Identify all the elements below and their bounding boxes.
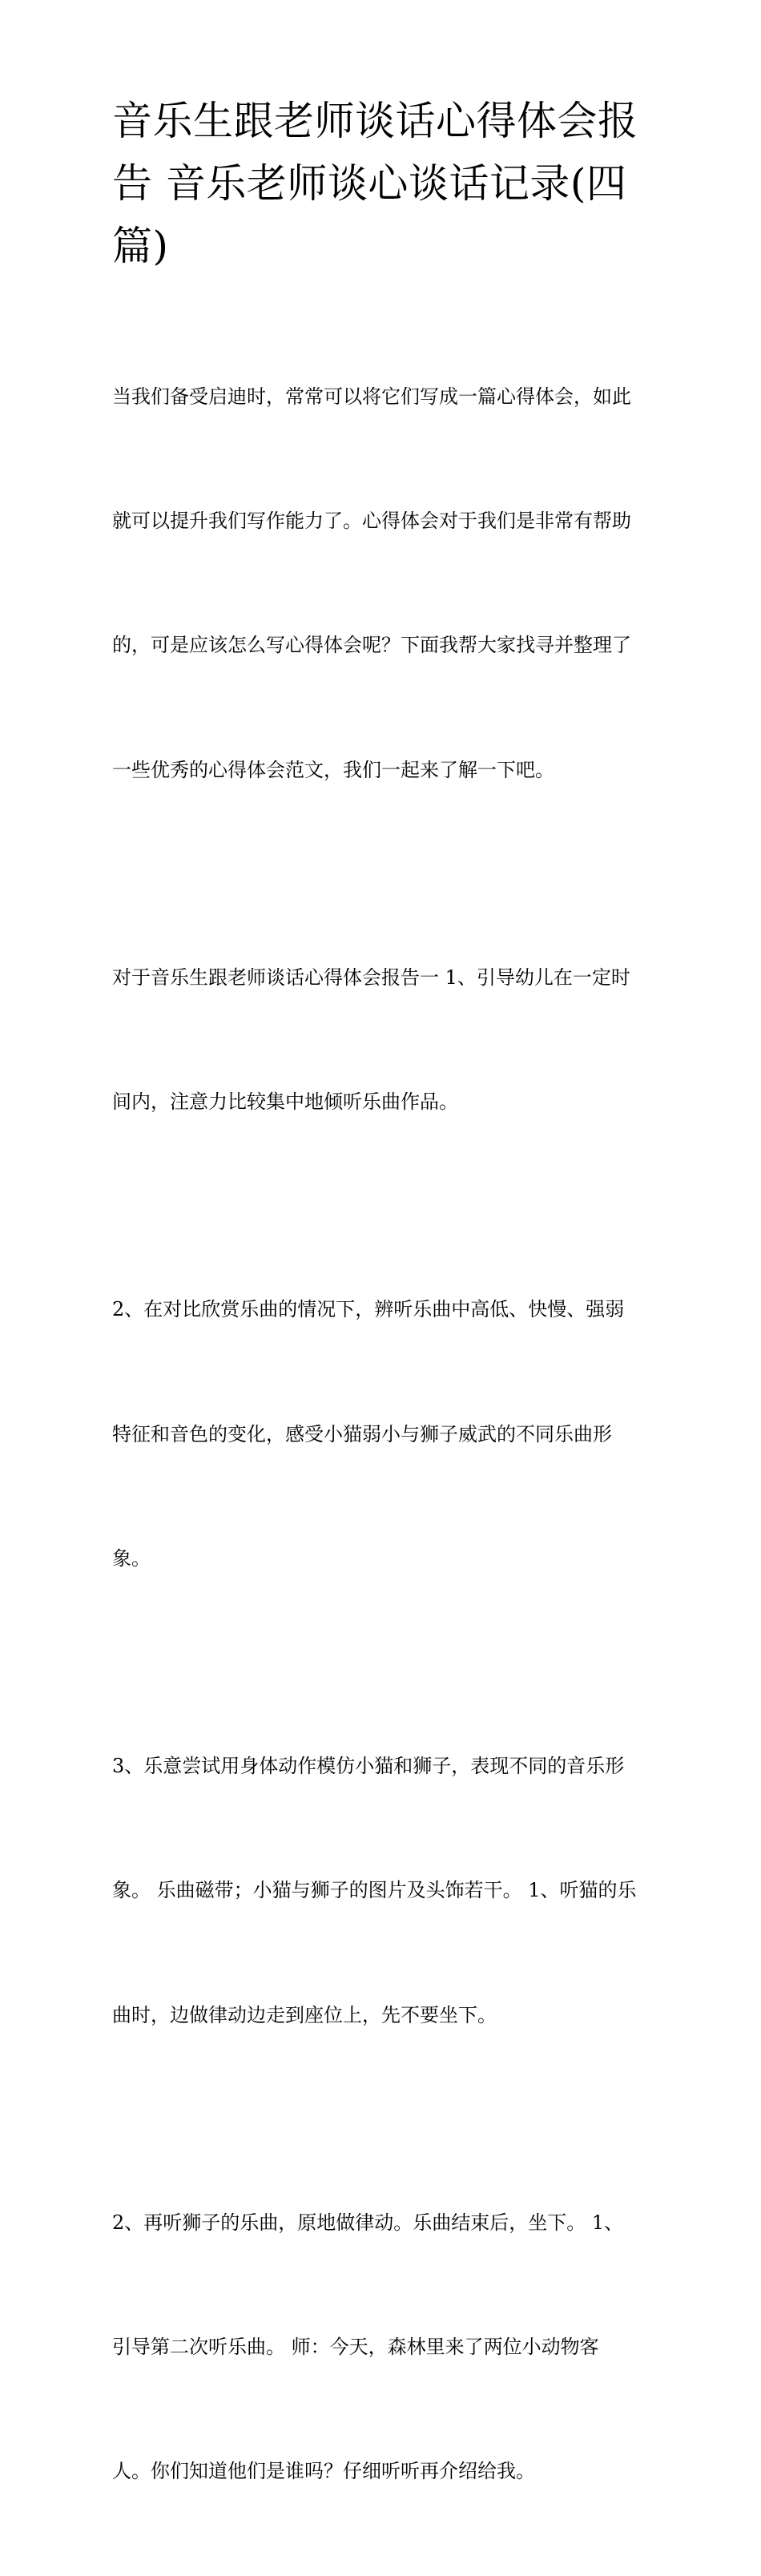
title-line: 篇) [112,223,169,269]
body-paragraph [112,1207,650,1663]
text-line: 人。你们知道他们是谁吗？仔细听听再介绍给我。 [112,2460,535,2483]
body-paragraph [112,874,650,1206]
title-line: 音乐生跟老师谈话心得体会报 [112,98,638,144]
text-line: 对于音乐生跟老师谈话心得体会报告一 1、引导幼儿在一定时 [112,965,630,989]
text-line: 3、乐意尝试用身体动作模仿小猫和狮子，表现不同的音乐形 [112,1754,625,1777]
text-line: 2、再听狮子的乐曲，原地做律动。乐曲结束后，坐下。 1、 [112,2211,624,2234]
text-line: 就可以提升我们写作能力了。心得体会对于我们是非常有帮助 [112,509,631,532]
text-line: 特征和音色的变化，感受小猫弱小与狮子威武的不同乐曲形 [112,1422,612,1445]
body-paragraph [112,2119,650,2576]
text-line: 引导第二次听乐曲。 师：今天，森林里来了两位小动物客 [112,2336,599,2359]
text-line: 象。 [112,1546,151,1570]
document-page [112,90,650,2576]
title-line: 告 音乐老师谈心谈话记录(四 [112,160,627,207]
text-line: 的，可是应该怎么写心得体会呢？下面我帮大家找寻并整理了 [112,634,631,657]
text-line: 象。 乐曲磁带；小猫与狮子的图片及头饰若干。 1、听猫的乐 [112,1879,637,1902]
text-line: 一些优秀的心得体会范文，我们一起来了解一下吧。 [112,758,554,781]
intro-paragraph [112,293,650,874]
text-line: 2、在对比欣赏乐曲的情况下，辨听乐曲中高低、快慢、强弱 [112,1298,625,1321]
text-line: 曲时，边做律动边走到座位上，先不要坐下。 [112,2003,497,2026]
document-title [112,90,650,277]
text-line: 当我们备受启迪时，常常可以将它们写成一篇心得体会，如此 [112,385,631,408]
text-line: 间内，注意力比较集中地倾听乐曲作品。 [112,1090,458,1114]
body-paragraph [112,1663,650,2119]
